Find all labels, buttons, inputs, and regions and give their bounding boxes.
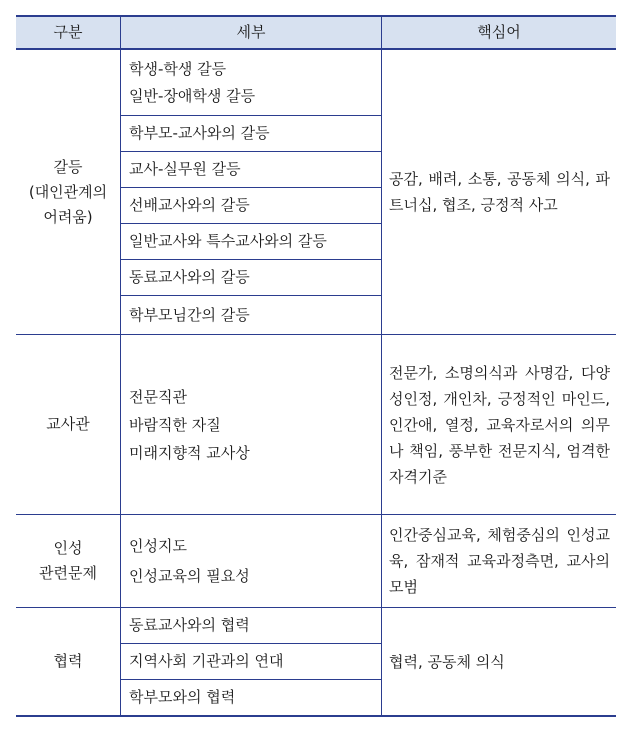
table-header	[16, 15, 616, 50]
detail-line: 동료교사와의 협력	[129, 616, 250, 634]
keyword-table	[16, 15, 616, 717]
header-detail: 세부	[120, 17, 382, 48]
detail-cell	[120, 335, 382, 514]
keywords-cell: 협력, 공동체 의식	[389, 652, 505, 671]
category-line: 갈등	[53, 157, 83, 176]
detail-line: 학부모와의 협력	[129, 688, 236, 706]
detail-line: 학생-학생 갈등	[129, 59, 227, 78]
category-cell	[16, 335, 120, 514]
detail-item	[121, 116, 381, 152]
detail-cell	[120, 608, 382, 715]
detail-item	[121, 152, 381, 188]
detail-item	[121, 680, 381, 715]
header-keywords: 핵심어	[477, 23, 521, 41]
detail-item	[121, 188, 381, 224]
keywords-cell: 전문가, 소명의식과 사명감, 다양성인정, 개인차, 긍정적인 마인드, 인간애, 열정, 교육자로서의 의무나 책임, 풍부한 전문지식, 엄격한 자격기준	[389, 363, 610, 486]
category-cell	[16, 608, 120, 715]
detail-item	[121, 260, 381, 296]
detail-item	[121, 224, 381, 260]
detail-line: 인성지도	[129, 537, 187, 555]
detail-line: 일반-장애학생 갈등	[129, 86, 256, 105]
table-row-cooperation	[16, 608, 616, 717]
detail-item	[121, 515, 381, 607]
detail-item	[121, 608, 381, 644]
category-line: 어려움)	[43, 207, 93, 226]
table-row-teacher-view	[16, 335, 616, 515]
category-cell	[16, 50, 120, 334]
category-cell	[16, 515, 120, 607]
header-category: 구분	[53, 23, 83, 41]
category-line: (대인관계의	[28, 182, 108, 201]
detail-line: 동료교사와의 갈등	[129, 268, 250, 286]
detail-line: 학부모님간의 갈등	[129, 305, 250, 324]
category-line: 관련문제	[39, 564, 97, 582]
table-row-character	[16, 515, 616, 608]
detail-item	[121, 644, 381, 680]
detail-item	[121, 50, 381, 116]
detail-cell	[120, 50, 382, 334]
keywords-cell: 공감, 배려, 소통, 공동체 의식, 파트너십, 협조, 긍정적 사고	[389, 170, 610, 214]
detail-line: 일반교사와 특수교사와의 갈등	[129, 232, 327, 250]
detail-line: 지역사회 기관과의 연대	[129, 652, 284, 670]
detail-line: 교사-실무원 갈등	[129, 160, 241, 178]
category-line: 교사관	[46, 415, 90, 433]
detail-line: 선배교사와의 갈등	[129, 196, 250, 214]
detail-line: 학부모-교사와의 갈등	[129, 124, 270, 142]
category-line: 협력	[53, 652, 83, 670]
detail-line: 미래지향적 교사상	[129, 443, 250, 462]
table-row-conflict	[16, 50, 616, 335]
detail-item	[121, 335, 381, 514]
detail-line: 바람직한 자질	[129, 415, 221, 434]
detail-line: 인성교육의 필요성	[129, 567, 250, 585]
detail-item	[121, 296, 381, 334]
keywords-cell: 인간중심교육, 체험중심의 인성교육, 잠재적 교육과정측면, 교사의 모범	[389, 526, 610, 596]
category-line: 인성	[53, 539, 83, 557]
detail-cell	[120, 515, 382, 607]
detail-line: 전문직관	[129, 387, 187, 406]
